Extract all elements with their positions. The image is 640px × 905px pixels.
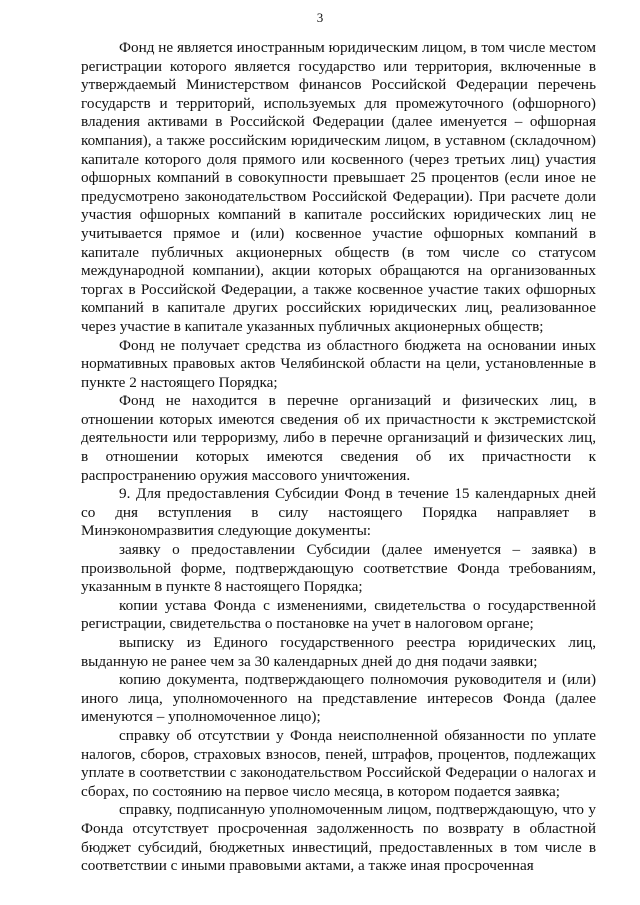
page-number: 3 xyxy=(316,10,324,25)
paragraph-extremism-list: Фонд не находится в перечне организаций и физических лиц, в отношении которых имеются сведения об их причастности к экстремистской деятельности или терроризму, либо в перечне организаций и физических лиц, в отношении которых имеются сведения об их причастности к распространению оружия массового уничтожения. xyxy=(81,392,596,484)
paragraph-charter-copies: копии устава Фонда с изменениями, свидетельства о государственной регистрации, свидетельства о постановке на учет в налоговом органе; xyxy=(81,596,596,633)
paragraph-regional-budget: Фонд не получает средства из областного бюджета на основании иных нормативных правовых актов Челябинской области на цели, установленные в пункте 2 настоящего Порядка; xyxy=(81,336,596,391)
paragraph-tax-certificate: справку об отсутствии у Фонда неисполненной обязанности по уплате налогов, сборов, страховых взносов, пеней, штрафов, процентов, подлежащих уплате в соответствии с законодательством Российской Федерации о налогах и сборах, по состоянию на первое число месяца, в котором подается заявка; xyxy=(81,726,596,800)
paragraph-debt-certificate: справку, подписанную уполномоченным лицом, подтверждающую, что у Фонда отсутствует просроченная задолженность по возврату в областной бюджет субсидий, бюджетных инвестиций, предоставленных в том числе в соответствии с иными правовыми актами, а также иная просроченная xyxy=(81,801,596,875)
paragraph-item-9: 9. Для предоставления Субсидии Фонд в течение 15 календарных дней со дня вступления в силу настоящего Порядка направляет в Минэкономразвития следующие документы: xyxy=(81,485,596,540)
paragraph-registry-extract: выписку из Единого государственного реестра юридических лиц, выданную не ранее чем за 30 календарных дней до дня подачи заявки; xyxy=(81,634,596,670)
paragraph-application: заявку о предоставлении Субсидии (далее именуется – заявка) в произвольной форме, подтверждающую соответствие Фонда требованиям, указанным в пункте 8 настоящего Порядка; xyxy=(81,541,596,596)
document-body xyxy=(81,39,596,876)
paragraph-authority-document: копию документа, подтверждающего полномочия руководителя и (или) иного лица, уполномоченного на представление интересов Фонда (далее именуются – уполномоченное лицо); xyxy=(81,671,596,726)
paragraph-offshore-status: Фонд не является иностранным юридическим лицом, в том числе местом регистрации которого является государство или территория, включенные в утверждаемый Министерством финансов Российской Федерации перечень государств и территорий, используемых для промежуточного (офшорного) владения активами в Российской Федерации (далее именуется – офшорная компания), а также российским юридическим лицом, в уставном (складочном) капитале которого доля прямого или косвенного (через третьих лиц) участия офшорных компаний в совокупности превышает 25 процентов (если иное не предусмотрено законодательством Российской Федерации). При расчете доли участия офшорных компаний в капитале российских юридических лиц не учитывается прямое и (или) косвенное участие офшорных компаний в капитале публичных акционерных обществ (в том числе со статусом международной компании), акции которых обращаются на организованных торгах в Российской Федерации, а также косвенное участие таких офшорных компаний в капитале других российских юридических лиц, реализованное через участие в капитале указанных публичных акционерных обществ; xyxy=(81,39,596,335)
